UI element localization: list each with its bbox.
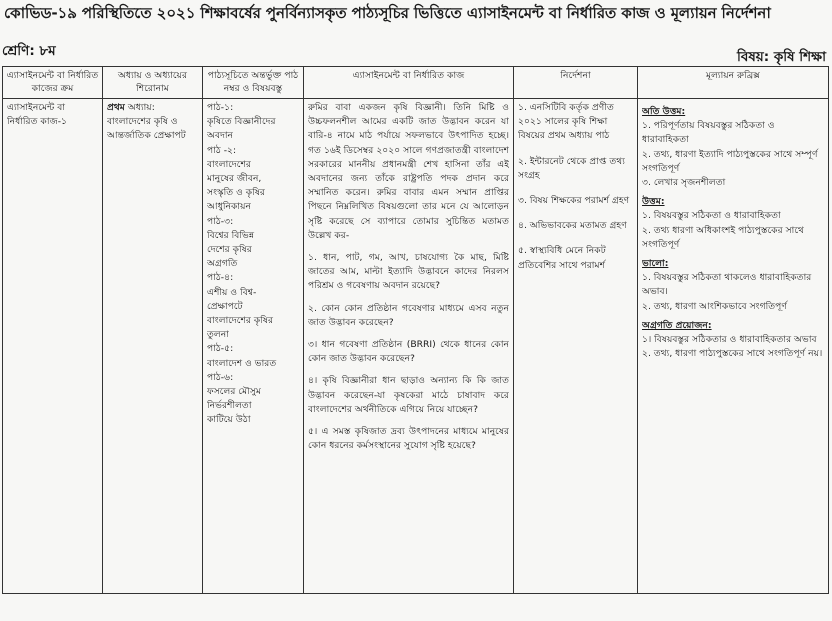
rubric-level: ভালো: [642, 258, 669, 270]
assignment-number-cell [3, 99, 103, 594]
rubric-item: ২. তথ্য, ধারণা ইত্যাদি পাঠ্যপুস্তকের সাথে সম্পূর্ণ সংগতিপূর্ণ [642, 148, 818, 174]
task-cell [304, 99, 514, 594]
lesson-line: বাংলাদেশের কৃষির [207, 315, 274, 327]
rubric-item: ১। বিষয়বস্তুর সঠিকতার ও ধারাবাহিকতার অভাব [642, 334, 817, 346]
column-header-assignment-order: এ্যাসাইনমেন্ট বা নির্ধারিত কাজের ক্রম [3, 67, 103, 99]
lesson-line: পাঠ-৩: [207, 215, 234, 227]
lesson-line: অগ্রগতি [207, 258, 238, 270]
lesson-line: পাঠ-৪: [207, 272, 234, 284]
task-body [308, 101, 509, 591]
lesson-line: বিশ্বের বিভিন্ন [207, 229, 255, 241]
chapter-cell [103, 99, 203, 594]
lesson-line: মানুষের জীবন, [207, 173, 262, 185]
document-title: কোভিড-১৯ পরিস্থিতিতে ২০২১ শিক্ষাবর্ষের পুনর্বিন্যাসকৃত পাঠ্যসূচির ভিত্তিতে এ্যাসাইনমেন্ট বা নির্ধারিত কাজ ও মূল্যায়ন নির্দেশনা [4, 4, 771, 22]
column-header-lessons: পাঠ্যসূচিতে অন্তর্ভুক্ত পাঠ নম্বর ও বিষয়বস্তু [203, 67, 304, 99]
instructions-list [518, 101, 633, 591]
lessons-list [207, 101, 299, 591]
instruction-item: ২. ইন্টারনেট থেকে প্রাপ্ত তথ্য সংগ্রহ [518, 155, 625, 181]
rubrics-list [642, 101, 824, 591]
lessons-cell [203, 99, 304, 594]
task-question: ৫। এ সমস্ত কৃষিজাত দ্রব্য উৎপাদনের মাধ্যমে মানুষের কোন ধরনের কর্মসংস্থানের সুযোগ সৃষ্টি হয়েছে? [308, 426, 509, 452]
instruction-item: ৪. অভিভাবকের মতামত গ্রহণ [518, 220, 627, 232]
lesson-line: অবদান [207, 130, 234, 142]
column-header-chapter: অধ্যায় ও অধ্যায়ের শিরোনাম [103, 67, 203, 99]
lesson-line: আধুনিকায়ন [207, 201, 251, 213]
rubric-level: অগ্রগতি প্রয়োজন: [642, 319, 712, 331]
lesson-line: পাঠ-১: [207, 102, 234, 113]
column-header-task: এ্যাসাইনমেন্ট বা নির্ধারিত কাজ [304, 67, 514, 99]
lesson-line: নির্ভরশীলতা [207, 400, 252, 412]
lesson-line: কৃষিতে বিজ্ঞানীদের [207, 116, 276, 128]
rubric-item: ২. তথ্য, ধারণা আংশিকভাবে সংগতিপূর্ণ [642, 300, 787, 312]
chapter-text [107, 101, 198, 591]
task-question: ৩। ধান গবেষণা প্রতিষ্ঠান (BRRI) থেকে ধানের কোন কোন জাত উদ্ভাবন করেছেন? [308, 339, 509, 365]
rubric-level: উত্তম: [642, 196, 665, 208]
instruction-item: ৫. স্বাস্থ্যবিধি মেনে নিকট প্রতিবেশির সাথে পরামর্শ [518, 245, 606, 271]
instruction-item: ১. এনসিটিবি কর্তৃক প্রণীত ২০২১ সালের কৃষি শিক্ষা বিষয়ের প্রথম অধ্যায় পাঠ [518, 102, 614, 142]
lesson-line: বাংলাদেশ ও ভারত [207, 357, 277, 369]
task-question: ১. ধান, পাট, গম, আখ, চাষযোগ্য কৈ মাছ, মিষ্টি জাতের আম, মাল্টা ইত্যাদি উদ্ভাবনে কাদের নিরলস পরিশ্রম ও গবেষণায় অবদান রয়েছে? [308, 252, 509, 292]
lesson-line: তুলনা [207, 329, 229, 341]
rubrics-cell [638, 99, 829, 594]
assignment-number: এ্যাসাইনমেন্ট বা নির্ধারিত কাজ-১ [7, 102, 68, 128]
lesson-line: দেশের কৃষির [207, 244, 252, 256]
lesson-line: প্রেক্ষাপটে [207, 300, 243, 312]
column-header-instructions: নির্দেশনা [514, 67, 638, 99]
lesson-line: পাঠ-৫: [207, 343, 234, 355]
assignment-table [2, 66, 829, 594]
subject-label: বিষয়: কৃষি শিক্ষা [736, 49, 826, 65]
task-question: ২. কোন কোন প্রতিষ্ঠান গবেষণার মাধ্যমে এসব নতুন জাত উদ্ভাবন করেছেন? [308, 302, 509, 328]
lesson-line: সংস্কৃতি ও কৃষির [207, 187, 265, 199]
rubric-item: ১. পরিপূর্ণতায় বিষয়বস্তুর সঠিকতা ও ধারাবাহিকতা [642, 120, 775, 146]
rubric-item: ২. তথ্য ধারণা অধিকাংশই পাঠ্যপুস্তকের সাথে সংগতিপূর্ণ [642, 224, 804, 250]
chapter-ordinal: প্রথম [107, 102, 125, 113]
chapter-title: অধ্যায়: বাংলাদেশের কৃষি ও আন্তর্জাতিক প্রেক্ষাপট [107, 102, 186, 142]
lesson-line: কাটিয়ে উঠা [207, 414, 251, 426]
lesson-line: বাংলাদেশের [207, 158, 251, 170]
rubric-item: ২. তথ্য, ধারণা পাঠ্যপুস্তকের সাথে সংগতিপূর্ণ নয়। [642, 348, 823, 360]
rubric-level: অতি উত্তম: [642, 106, 686, 117]
table-row [3, 99, 829, 594]
task-intro: রুমির বাবা একজন কৃষি বিজ্ঞানী। তিনি মিষ্টি ও উচ্চফলনশীল আমের একটি জাত উদ্ভাবন করেন যা বারি-৪ নামে মাঠ পর্যায়ে সফলভাবে উৎপাদিত হচ্ছে। গত ১৬ই ডিসেম্বর ২০২০ সালে গণপ্রজাতন্ত্রী বাংলাদেশ সরকারের মাননীয় প্রধানমন্ত্রী শেখ হাসিনা তাঁর এই অবদানের জন্য তাঁকে রাষ্ট্রপতি পদক প্রদান করে সম্মানিত করেন। রুমির বাবার এমন সম্মান প্রাপ্তির পিছনে নিম্নলিখিত বিষয়গুলো তার মনে যে আলোড়ন সৃষ্টি করেছে সে ব্যাপারে তোমার সুচিন্তিত মতামত উল্লেখ কর- [308, 102, 509, 241]
instructions-cell [514, 99, 638, 594]
task-questions [308, 251, 509, 453]
lesson-line: ফসলের মৌসুম [207, 386, 261, 398]
column-header-rubrics: মূল্যায়ন রুব্রিক্স [638, 67, 829, 99]
lesson-line: পাঠ -২: [207, 144, 237, 156]
rubric-item: ৩. লেখার সৃজনশীলতা [642, 177, 726, 189]
rubric-item: ১. বিষয়বস্তুর সঠিকতা ও ধারাবাহিকতা [642, 210, 781, 222]
instruction-item: ৩. বিষয় শিক্ষকের পরামর্শ গ্রহণ [518, 195, 630, 207]
lesson-line: এশীয় ও বিশ্ব- [207, 286, 257, 298]
grade-label: শ্রেণি: ৮ম [2, 43, 56, 59]
table-header-row [3, 67, 829, 99]
rubric-item: ১. বিষয়বস্তুর সঠিকতা থাকলেও ধারাবাহিকতার অভাব। [642, 272, 812, 298]
lesson-line: পাঠ-৬: [207, 371, 234, 383]
task-question: ৪। কৃষি বিজ্ঞানীরা ধান ছাড়াও অন্যান্য কি কি জাত উদ্ভাবন করেছেন-যা কৃষকেরা মাঠে চাষাবাদ করে বাংলাদেশের অর্থনীতিকে এগিয়ে নিয়ে যাচ্ছেন? [308, 375, 509, 415]
